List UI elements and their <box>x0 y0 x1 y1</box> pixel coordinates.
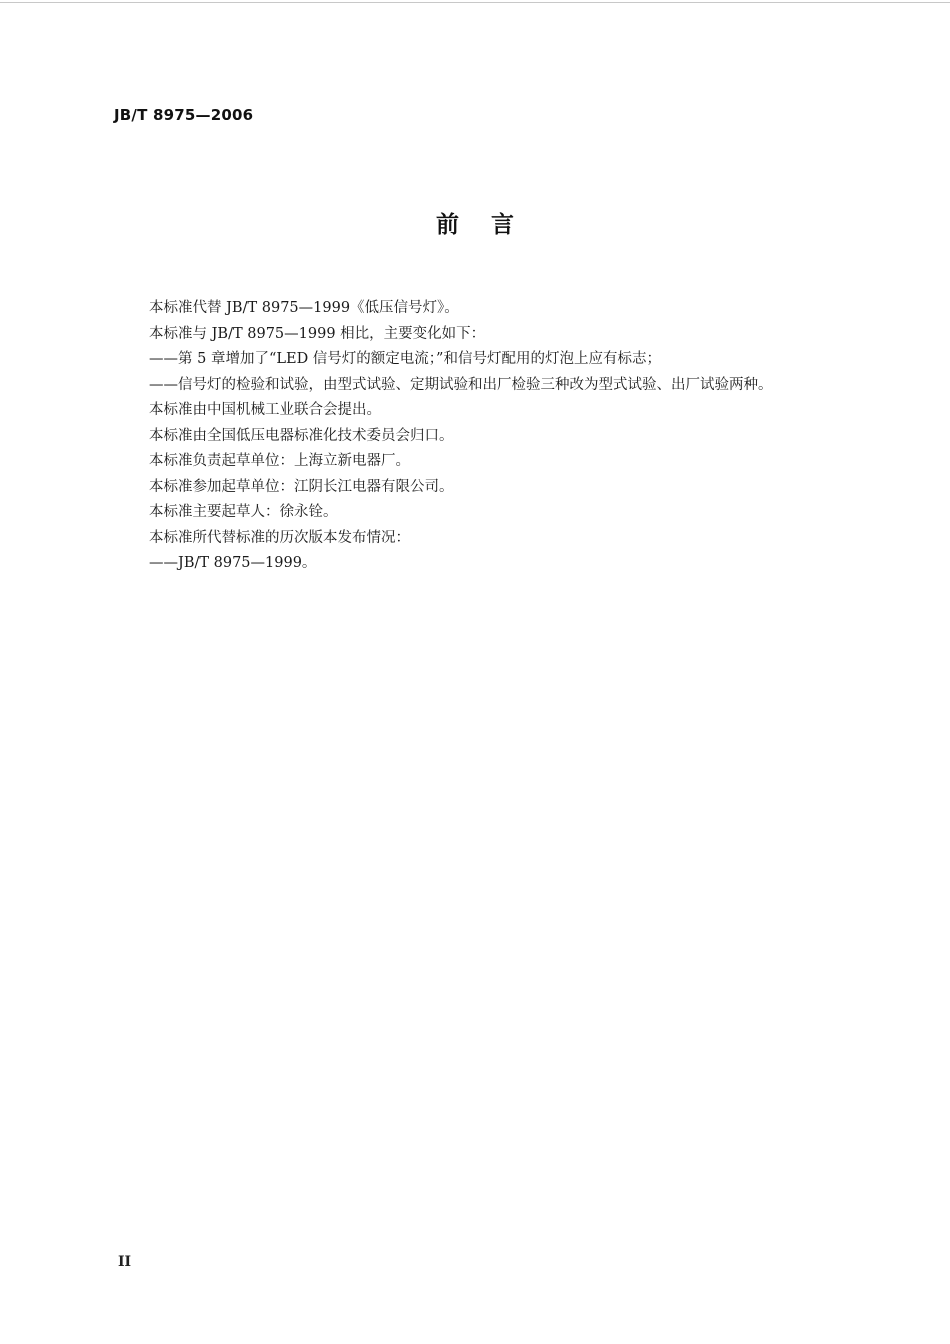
list-item: ——第 5 章增加了“LED 信号灯的额定电流；”和信号灯配用的灯泡上应有标志； <box>149 351 661 367</box>
page-number: II <box>118 1254 132 1270</box>
paragraph-line: 本标准主要起草人：徐永铨。 <box>149 504 338 520</box>
list-item: ——JB/T 8975—1999。 <box>149 555 317 571</box>
paragraph-line: 本标准参加起草单位：江阴长江电器有限公司。 <box>149 478 454 495</box>
preface-body <box>149 296 889 577</box>
paragraph-line: 本标准由中国机械工业联合会提出。 <box>149 402 381 418</box>
paragraph-line: 本标准负责起草单位：上海立新电器厂。 <box>149 453 410 469</box>
paragraph-line: 本标准所代替标准的历次版本发布情况： <box>149 529 410 546</box>
paragraph-line: 本标准代替 JB/T 8975—1999《低压信号灯》。 <box>149 300 459 316</box>
paragraph-line: 本标准由全国低压电器标准化技术委员会归口。 <box>149 427 454 444</box>
document-code: JB/T 8975—2006 <box>114 106 254 124</box>
section-title: 前 言 <box>435 212 515 238</box>
list-item: ——信号灯的检验和试验，由型式试验、定期试验和出厂检验三种改为型式试验、出厂试验两种。 <box>149 376 773 393</box>
top-rule <box>0 2 950 3</box>
paragraph-line: 本标准与 JB/T 8975—1999 相比，主要变化如下： <box>149 325 486 342</box>
